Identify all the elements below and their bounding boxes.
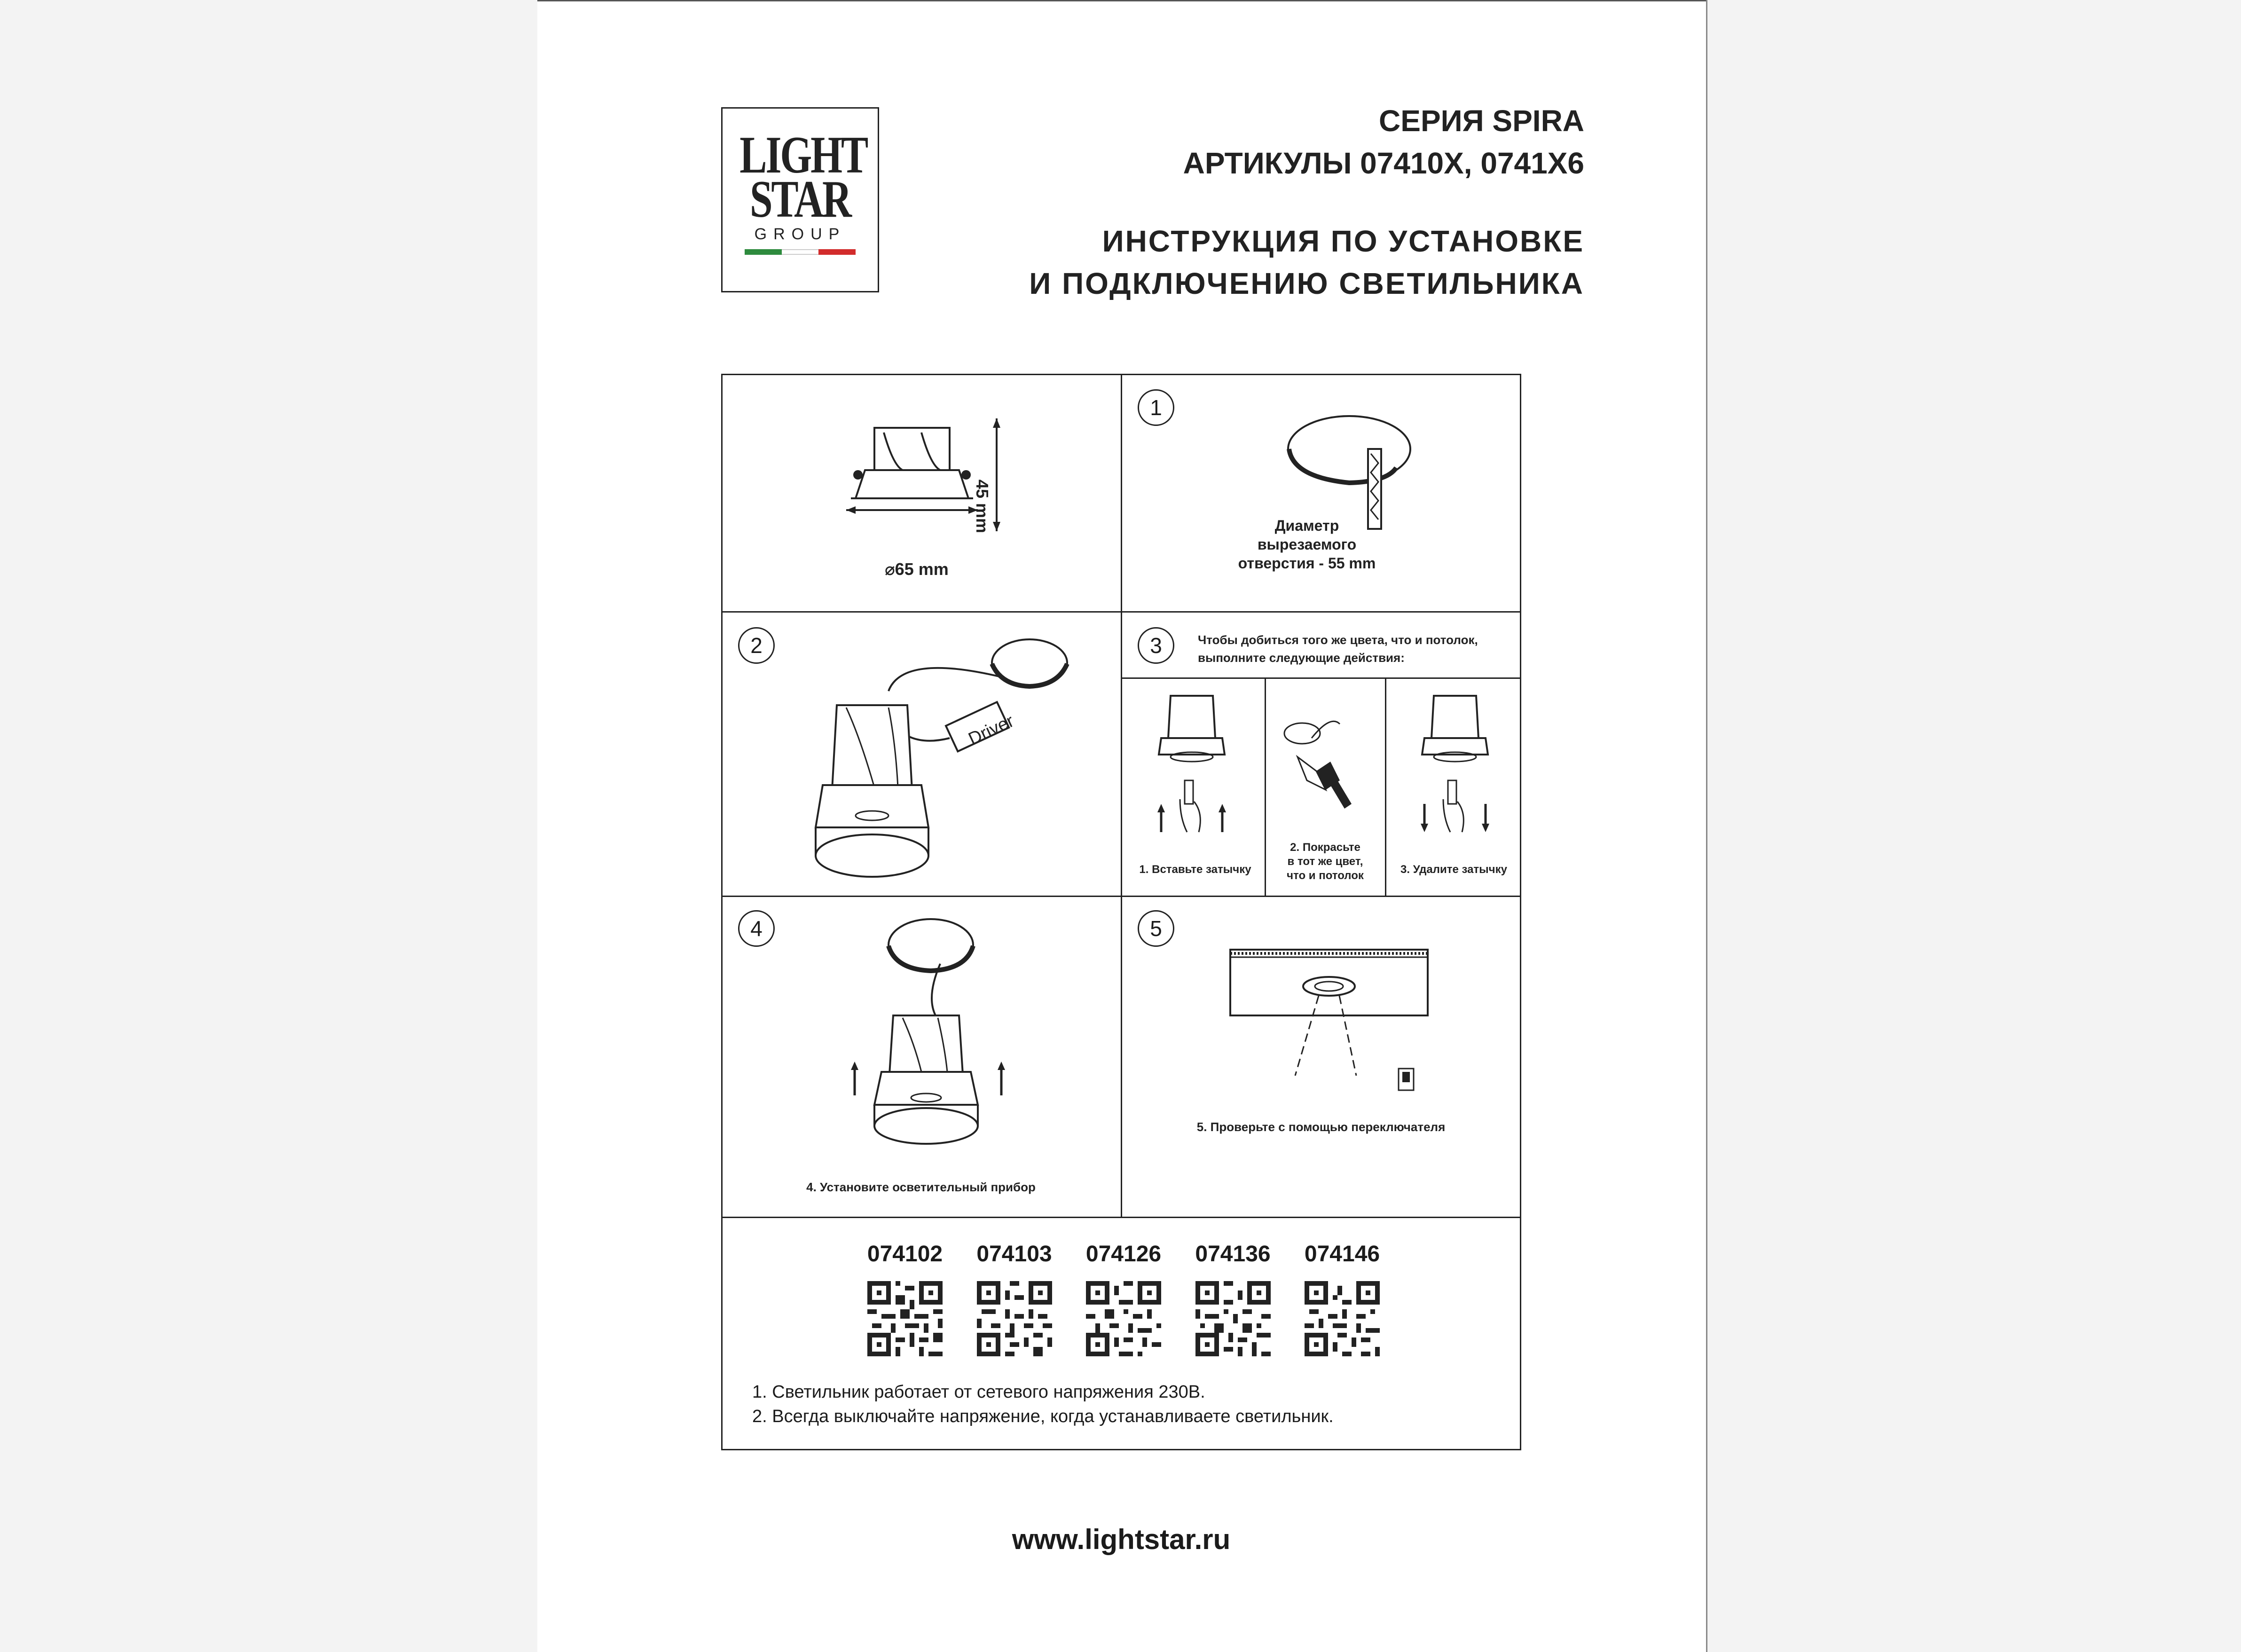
series-heading xyxy=(1183,100,1584,184)
article-numbers: АРТИКУЛЫ 07410Х, 0741Х6 xyxy=(1183,146,1584,180)
paint-brush-drawing xyxy=(1283,715,1368,827)
qr-code[interactable] xyxy=(1086,1281,1161,1356)
remove-plug-drawing xyxy=(1415,691,1500,837)
grid-divider xyxy=(1385,677,1386,896)
switch-test-drawing xyxy=(1229,949,1436,1099)
install-luminaire-drawing xyxy=(841,912,1006,1147)
step1-caption-line1: Диаметр xyxy=(1274,517,1339,534)
step3-sub3-caption: 3. Удалите затычку xyxy=(1400,863,1507,876)
height-dimension-label: 45 mm xyxy=(973,480,992,534)
article-code: 074103 xyxy=(976,1242,1052,1267)
qr-code[interactable] xyxy=(867,1281,943,1356)
grid-divider xyxy=(1121,677,1521,679)
instruction-title xyxy=(1029,220,1584,305)
italian-flag-stripe xyxy=(745,249,856,255)
qr-code[interactable] xyxy=(977,1281,1052,1356)
step1-caption-line3: отверстия - 55 mm xyxy=(1238,555,1376,572)
article-code: 074146 xyxy=(1304,1242,1380,1267)
series-name: СЕРИЯ SPIRA xyxy=(1379,104,1584,138)
article-code-item xyxy=(1302,1241,1382,1359)
driver-label: Driver xyxy=(965,711,1017,749)
note-item: 1. Светильник работает от сетевого напряжения 230В. xyxy=(752,1382,1205,1402)
step5-caption: 5. Проверьте с помощью переключателя xyxy=(1196,1120,1446,1134)
step3-intro-line2: выполните следующие действия: xyxy=(1198,651,1405,665)
notes-list xyxy=(752,1380,1334,1429)
qr-code[interactable] xyxy=(1195,1281,1271,1356)
article-code: 074136 xyxy=(1195,1242,1271,1267)
flag-red xyxy=(818,249,856,255)
flag-white xyxy=(782,249,819,255)
article-codes-row xyxy=(865,1241,1382,1359)
grid-divider xyxy=(721,1217,1521,1218)
step-number-badge: 4 xyxy=(738,910,775,947)
grid-divider xyxy=(721,896,1521,897)
article-code: 074126 xyxy=(1085,1242,1162,1267)
qr-code[interactable] xyxy=(1305,1281,1380,1356)
step-number-badge: 2 xyxy=(738,627,775,664)
step3-sub2-caption xyxy=(1267,841,1384,883)
article-code-item xyxy=(865,1241,945,1359)
lightstar-logo xyxy=(721,107,879,292)
logo-text-group: GROUP xyxy=(754,225,846,243)
step-number-badge: 3 xyxy=(1138,627,1174,664)
step3-intro xyxy=(1198,631,1478,667)
page-edge xyxy=(1706,0,1707,1652)
logo-text-light: LIGHT xyxy=(739,126,867,184)
article-code-item xyxy=(1084,1241,1164,1359)
article-code-item xyxy=(1193,1241,1273,1359)
step3-sub2-line1: 2. Покрасьте xyxy=(1290,841,1360,854)
logo-text-star: STAR xyxy=(749,170,851,228)
note-item: 2. Всегда выключайте напряжение, когда устанавливаете светильник. xyxy=(752,1407,1334,1426)
grid-divider xyxy=(721,611,1521,613)
article-code-item xyxy=(975,1241,1054,1359)
article-code: 074102 xyxy=(867,1242,943,1267)
step3-sub1-caption: 1. Вставьте затычку xyxy=(1139,863,1251,876)
step4-caption: 4. Установите осветительный прибор xyxy=(806,1180,1036,1194)
flag-green xyxy=(745,249,782,255)
step3-sub2-line2: в тот же цвет, xyxy=(1287,855,1363,868)
diameter-dimension-label: ⌀65 mm xyxy=(885,559,949,579)
step1-caption-line2: вырезаемого xyxy=(1257,536,1357,553)
page-edge xyxy=(537,0,1706,1)
step-number-badge: 5 xyxy=(1138,910,1174,947)
website-link[interactable]: www.lightstar.ru xyxy=(1012,1524,1231,1555)
luminaire-dimensions-drawing xyxy=(837,418,1034,559)
step1-caption xyxy=(1213,516,1401,573)
grid-divider xyxy=(1265,677,1266,896)
instruction-title-line2: И ПОДКЛЮЧЕНИЮ СВЕТИЛЬНИКА xyxy=(1029,267,1584,300)
luminaire-with-driver-drawing xyxy=(794,630,1077,870)
step-number-badge: 1 xyxy=(1138,389,1174,426)
step3-sub2-line3: что и потолок xyxy=(1287,869,1364,882)
insert-plug-drawing xyxy=(1152,691,1236,837)
grid-divider xyxy=(1121,374,1122,1218)
step3-intro-line1: Чтобы добиться того же цвета, что и потолок, xyxy=(1198,633,1478,647)
instruction-title-line1: ИНСТРУКЦИЯ ПО УСТАНОВКЕ xyxy=(1102,224,1584,258)
